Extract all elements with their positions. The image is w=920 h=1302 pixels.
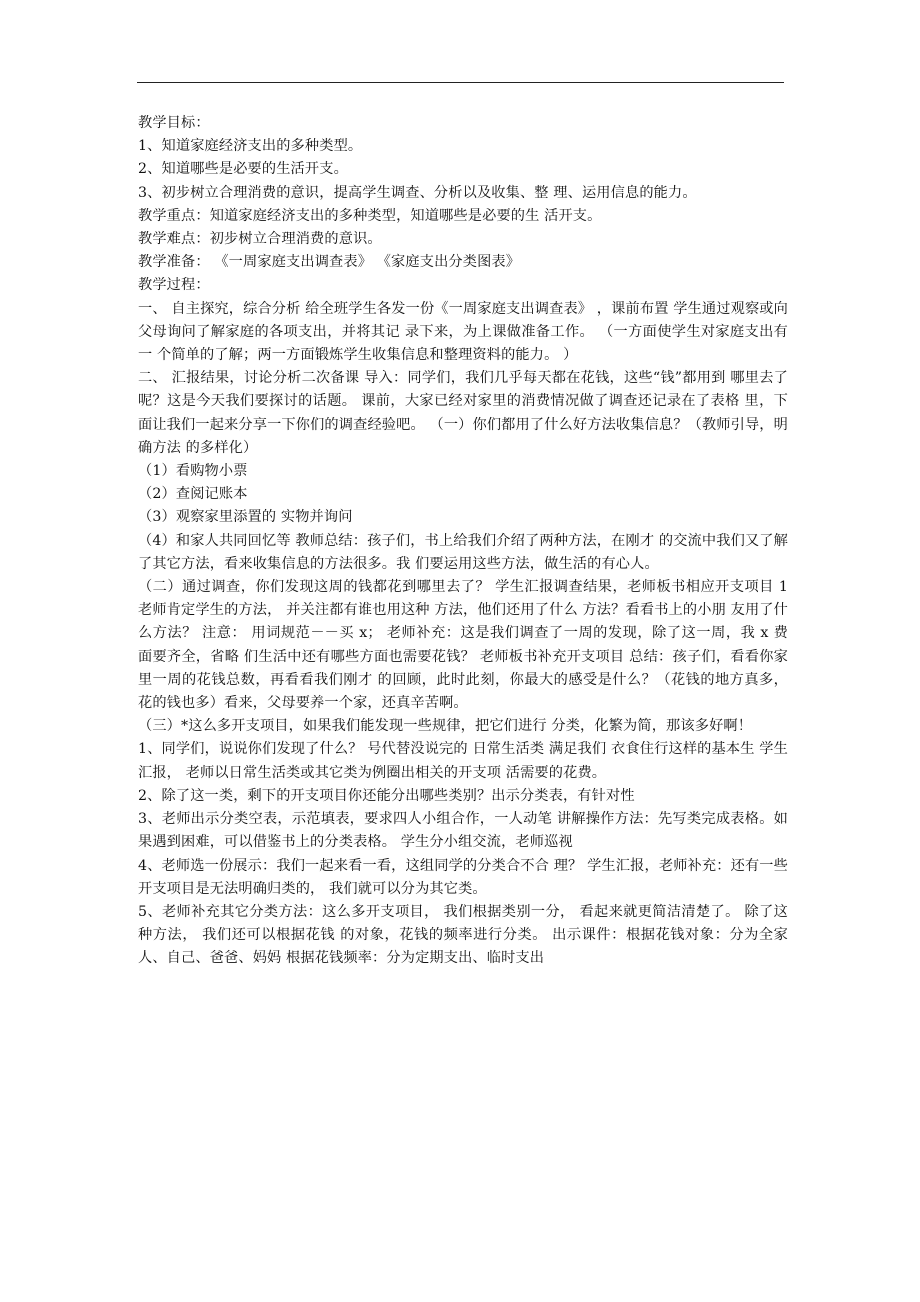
objective-1: 1、知道家庭经济支出的多种类型。 (138, 138, 363, 155)
section-one: 一、 自主探究，综合分析 给全班学生各发一份《一周家庭支出调查表》 ，课前布置 学生通过观察或向父母询问了解家庭的各项支出，并将其记 录下来，为上课做准备工作。 （一方面使学生对家庭支出有一 个简单的了解；两一方面锻炼学生收集信息和整理资料的能力。 ） (138, 300, 788, 364)
step-1: 1、同学们，说说你们发现了什么？ 号代替没说完的 日常生活类 满足我们 衣食住行这样的基本生 学生汇报， 老师以日常生活类或其它类为例圈出相关的开支项 活需要的花费。 (138, 741, 788, 781)
difficult-points: 教学难点：初步树立合理消费的意识。 (138, 231, 382, 248)
objectives-heading: 教学目标： (138, 115, 210, 131)
document-body (138, 112, 788, 971)
header-rule (137, 82, 784, 83)
method-item-4: （4）和家人共同回忆等 教师总结：孩子们，书上给我们介绍了两种方法，在刚才 的交流中我们又了解了其它方法，看来收集信息的方法很多。我 们要运用这些方法，做生活的有心人。 (138, 532, 788, 572)
method-item-1: （1）看购物小票 (138, 463, 248, 480)
method-item-3: （3）观察家里添置的 实物并询问 (138, 509, 353, 526)
method-item-2: （2）查阅记账本 (138, 486, 248, 503)
step-3: 3、老师出示分类空表，示范填表，要求四人小组合作，一人动笔 讲解操作方法：先写类完成表格。如果遇到困难，可以借鉴书上的分类表格。 学生分小组交流，老师巡视 (138, 811, 788, 851)
objective-2: 2、知道哪些是必要的生活开支。 (138, 161, 348, 178)
step-5: 5、老师补充其它分类方法：这么多开支项目， 我们根据类别一分， 看起来就更简洁清楚了。 除了这种方法， 我们还可以根据花钱 的对象，花钱的频率进行分类。 出示课件：根据花钱对象：分为全家人、自己、爸爸、妈妈 根据花钱频率：分为定期支出、临时支出 (138, 903, 788, 967)
process-heading: 教学过程： (138, 277, 210, 294)
teaching-preparation: 教学准备： 《一周家庭支出调查表》 《家庭支出分类图表》 (138, 254, 521, 271)
key-points: 教学重点：知道家庭经济支出的多种类型，知道哪些是必要的生 活开支。 (138, 207, 602, 224)
section-two: 二、 汇报结果，讨论分析二次备课 导入：同学们，我们几乎每天都在花钱，这些“钱”都用到 哪里去了呢？这是今天我们要探讨的话题。 课前，大家已经对家里的消费情况做了调查还记录在了表格 里，下面让我们一起来分享一下你们的调查经验吧。 （一）你们都用了什么好方法收集信息？（教师引导，明确方法 的多样化） (138, 370, 788, 456)
objective-3: 3、初步树立合理消费的意识，提高学生调查、分析以及收集、整 理、运用信息的能力。 (138, 184, 697, 201)
step-4: 4、老师选一份展示：我们一起来看一看，这组同学的分类合不合 理？ 学生汇报，老师补充：还有一些开支项目是无法明确归类的， 我们就可以分为其它类。 (138, 857, 788, 897)
subsection-three: （三）*这么多开支项目，如果我们能发现一些规律，把它们进行 分类，化繁为简，那该多好啊！ (138, 718, 753, 735)
subsection-two: （二）通过调查，你们发现这周的钱都花到哪里去了？ 学生汇报调查结果，老师板书相应开支项目 1 老师肯定学生的方法， 并关注都有谁也用这种 方法，他们还用了什么 方法？看看书上的小朋 友用了什么方法？ 注意： 用词规范－－买 x； 老师补充：这是我们调查了一周的发现，除了这一周，我 x 费 面要齐全，省略 们生活中还有哪些方面也需要花钱？ 老师板书补充开支项目 总结：孩子们，看看你家里一周的花钱总数，再看看我们刚才 的回顾，此时此刻，你最大的感受是什么？（花钱的地方真多， 花的钱也多）看来，父母要养一个家，还真辛苦啊。 (138, 579, 788, 712)
step-2: 2、除了这一类，剩下的开支项目你还能分出哪些类别？出示分类表，有针对性 (138, 787, 635, 804)
